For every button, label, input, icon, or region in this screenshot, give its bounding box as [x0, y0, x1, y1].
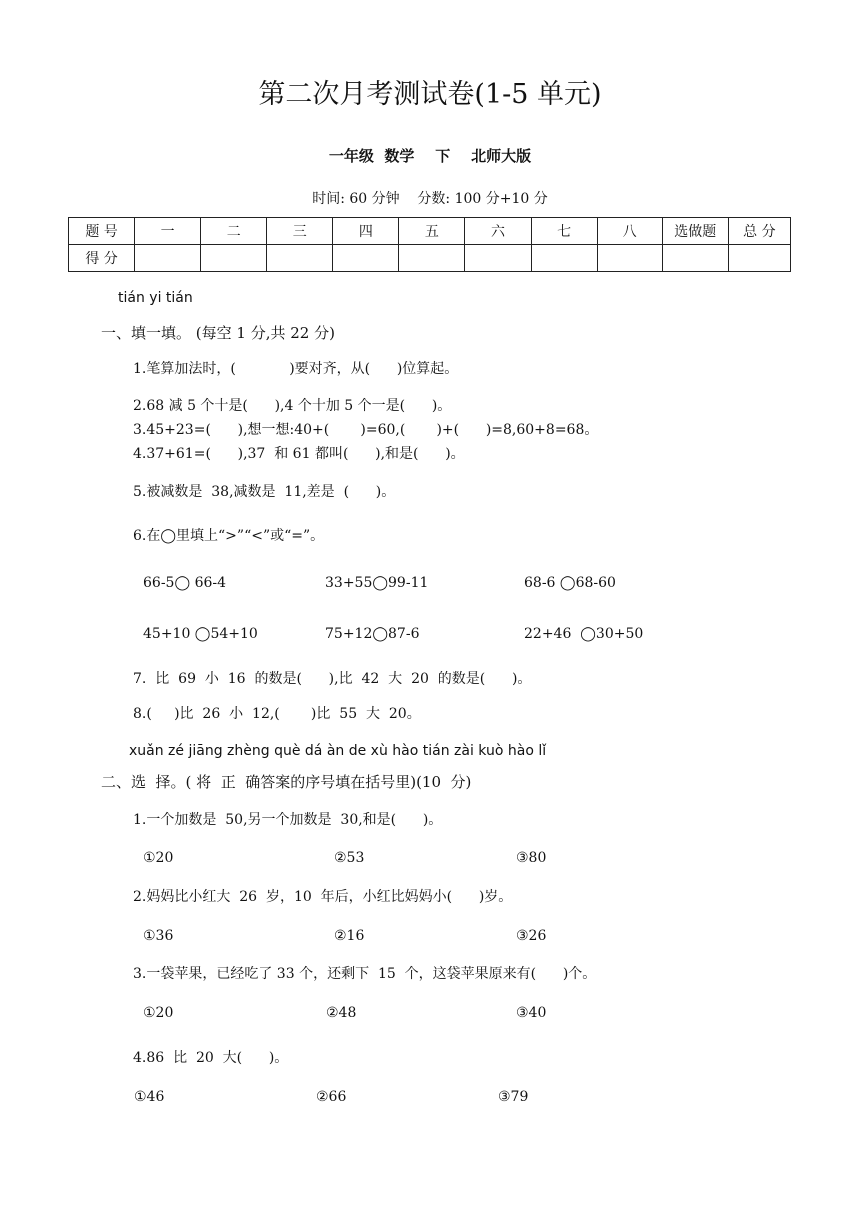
section1-pinyin: tián yi tián — [118, 290, 193, 306]
score-table — [68, 217, 791, 272]
compare-item: 75+12◯87-6 — [325, 626, 420, 642]
option: ②48 — [326, 1005, 357, 1021]
option: ①46 — [134, 1089, 165, 1105]
question-1-6: 6.在◯里填上“>”“<”或“=”。 — [133, 528, 325, 544]
table-cell: 选做题 — [662, 218, 728, 245]
option: ①36 — [143, 928, 174, 944]
table-cell: 二 — [201, 218, 267, 245]
page-title: 第二次月考测试卷(1-5 单元) — [258, 79, 602, 110]
score-input-cell[interactable] — [728, 245, 790, 272]
score-input-cell[interactable] — [267, 245, 333, 272]
table-cell: 题 号 — [69, 218, 135, 245]
table-cell: 八 — [597, 218, 662, 245]
score-input-cell[interactable] — [201, 245, 267, 272]
page-subtitle: 一年级 数学 下 北师大版 — [328, 147, 532, 165]
table-cell: 总 分 — [728, 218, 790, 245]
section2-heading: 二、选 择。( 将 正 确答案的序号填在括号里)(10 分) — [101, 773, 472, 791]
question-1-8: 8.( )比 26 小 12,( )比 55 大 20。 — [133, 706, 421, 722]
question-1-1: 1.笔算加法时，( )要对齐，从( )位算起。 — [133, 361, 459, 377]
question-1-2: 2.68 减 5 个十是( ),4 个十加 5 个一是( )。 — [133, 398, 452, 414]
score-input-cell[interactable] — [597, 245, 662, 272]
question-1-5: 5.被减数是 38,减数是 11,差是 ( )。 — [133, 484, 396, 500]
score-input-cell[interactable] — [333, 245, 399, 272]
score-input-cell[interactable] — [662, 245, 728, 272]
time-score-line: 时间: 60 分钟 分数: 100 分+10 分 — [312, 191, 548, 207]
compare-item: 68-6 ◯68-60 — [524, 575, 616, 591]
table-cell: 四 — [333, 218, 399, 245]
option: ②53 — [334, 850, 365, 866]
option: ②66 — [316, 1089, 347, 1105]
table-cell: 五 — [399, 218, 465, 245]
section1-heading: 一、填一填。 (每空 1 分,共 22 分) — [101, 324, 335, 342]
question-2-2: 2.妈妈比小红大 26 岁，10 年后，小红比妈妈小( )岁。 — [133, 889, 513, 905]
table-cell: 一 — [135, 218, 201, 245]
option: ③40 — [516, 1005, 547, 1021]
table-cell: 三 — [267, 218, 333, 245]
compare-item: 33+55◯99-11 — [325, 575, 429, 591]
score-input-cell[interactable] — [399, 245, 465, 272]
compare-item: 66-5◯ 66-4 — [143, 575, 227, 591]
score-table-score-row — [69, 245, 791, 272]
table-cell: 七 — [531, 218, 597, 245]
question-2-3: 3.一袋苹果，已经吃了 33 个，还剩下 15 个，这袋苹果原来有( )个。 — [133, 966, 597, 982]
question-1-7: 7. 比 69 小 16 的数是( ),比 42 大 20 的数是( )。 — [133, 671, 532, 687]
question-2-1: 1.一个加数是 50,另一个加数是 30,和是( )。 — [133, 812, 443, 828]
question-1-4: 4.37+61=( ),37 和 61 都叫( ),和是( )。 — [133, 446, 465, 462]
score-table-header-row — [69, 218, 791, 245]
section2-pinyin: xuǎn zé jiāng zhèng què dá àn de xù hào tián zài kuò hào lǐ — [129, 743, 547, 759]
score-input-cell[interactable] — [135, 245, 201, 272]
option: ③80 — [516, 850, 547, 866]
score-input-cell[interactable] — [465, 245, 531, 272]
table-cell: 六 — [465, 218, 531, 245]
option: ③79 — [498, 1089, 529, 1105]
compare-item: 22+46 ◯30+50 — [524, 626, 644, 642]
question-2-4: 4.86 比 20 大( )。 — [133, 1050, 289, 1066]
option: ②16 — [334, 928, 365, 944]
table-cell: 得 分 — [69, 245, 135, 272]
option: ③26 — [516, 928, 547, 944]
compare-item: 45+10 ◯54+10 — [143, 626, 258, 642]
option: ①20 — [143, 850, 174, 866]
option: ①20 — [143, 1005, 174, 1021]
question-1-3: 3.45+23=( ),想一想:40+( )=60,( )+( )=8,60+8=68。 — [133, 422, 599, 438]
score-input-cell[interactable] — [531, 245, 597, 272]
